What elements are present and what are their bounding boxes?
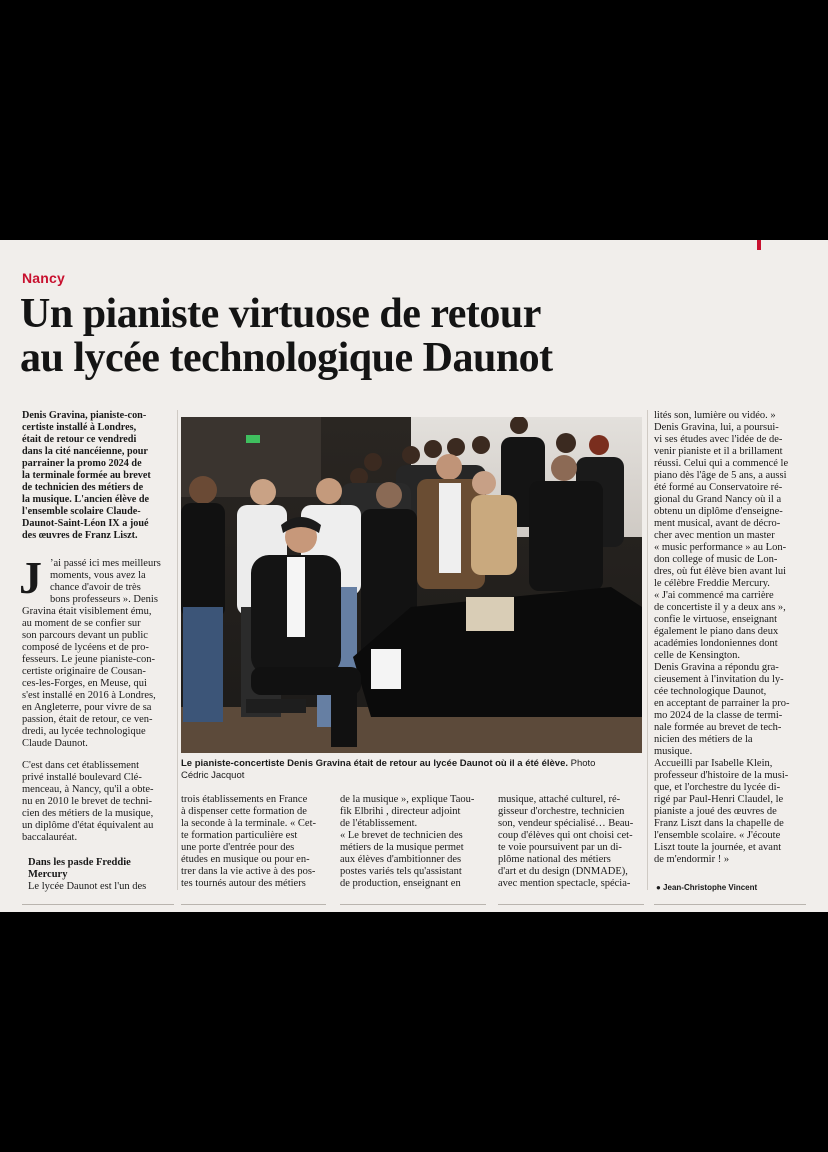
text-line: mo 2024 de la classe de termi- — [654, 710, 783, 721]
text-line: privé installé boulevard Clé- — [22, 772, 142, 783]
text-line: l'ensemble scolaire Claude- — [22, 506, 141, 517]
headline-line: Un pianiste virtuose de retour — [20, 291, 541, 337]
caption-credit-label: Photo — [570, 758, 596, 769]
text-line: gisseur d'orchestre, technicien — [498, 806, 625, 817]
text-line: pianiste a joué des œuvres de — [654, 806, 777, 817]
text-line: Franz Liszt dans la chapelle de — [654, 818, 784, 829]
text-line: postes variés tels qu'assistant — [340, 866, 462, 877]
text-line: nicien des métiers de la — [654, 734, 753, 745]
newspaper-clipping — [0, 240, 828, 912]
text-line: en Angleterre, pour vivre de sa — [22, 702, 152, 713]
page-corner-mark — [757, 240, 761, 250]
text-line: aux élèves d'ambitionner des — [340, 854, 462, 865]
text-line: Dans les pasde Freddie — [28, 857, 131, 868]
text-line: parrainer la promo 2024 de — [22, 458, 142, 469]
text-line: cher avec mention un master — [654, 530, 775, 541]
text-line: métiers de la musique permet — [340, 842, 464, 853]
text-line: musique, attaché culturel, ré- — [498, 794, 621, 805]
byline: ● Jean-Christophe Vincent — [656, 883, 758, 892]
text-line: certiste originaire de Cousan- — [22, 666, 146, 677]
text-line: rigé par Paul-Henri Claudel, le — [654, 794, 784, 805]
text-line: réussi. Celui qui a commencé le — [654, 458, 789, 469]
text-line: Le lycée Daunot est l'un des — [28, 881, 147, 892]
photo-caption — [181, 758, 642, 782]
bottom-rule — [22, 904, 174, 905]
text-line: une porte d'entrée pour des — [181, 842, 295, 853]
text-line: tes tournés autour des métiers — [181, 878, 306, 889]
text-line: plôme national des métiers — [498, 854, 611, 865]
text-line: cée technologique Daunot, — [654, 686, 767, 697]
text-line: musique. — [654, 746, 693, 757]
text-line: trois établissements en France — [181, 794, 308, 805]
text-line: moments, vous avez la — [50, 570, 146, 581]
text-line: nu en 2010 le brevet de techni- — [22, 796, 153, 807]
text-line: également le piano dans deux — [654, 626, 779, 637]
text-line: passion, était de retour, ce ven- — [22, 714, 153, 725]
text-line: C'est dans cet établissement — [22, 760, 140, 771]
text-line: son, vendeur spécialisé… Beau- — [498, 818, 634, 829]
text-line: te voie poursuivent par un di- — [498, 842, 622, 853]
text-line: la seconde à la terminale. « Cet- — [181, 818, 316, 829]
text-line: Liszt toute la journée, et avant — [654, 842, 782, 853]
text-line: de la musique », explique Taou- — [340, 794, 475, 805]
drop-cap: J — [19, 552, 42, 603]
text-line: Denis Gravina a répondu gra- — [654, 662, 779, 673]
text-line: composé de lycéens et de pro- — [22, 642, 149, 653]
text-line: que, et l'orchestre du lycée di- — [654, 782, 781, 793]
text-line: venir pianiste et il a brillament — [654, 446, 783, 457]
text-line: en acceptant de parrainer la pro- — [654, 698, 790, 709]
text-line: s'est installé en 2016 à Londres, — [22, 690, 156, 701]
text-line: ’ai passé ici mes meilleurs — [50, 558, 161, 569]
text-line: Accueilli par Isabelle Klein, — [654, 758, 773, 769]
section-rubric: Nancy — [22, 270, 66, 286]
text-line: Denis Gravina, lui, a poursui- — [654, 422, 779, 433]
piano-keys — [371, 649, 401, 689]
text-line: confie le virtuose, enseignant — [654, 614, 778, 625]
text-line: cien des métiers de la musique, — [22, 808, 154, 819]
body-col1-para2 — [22, 760, 174, 844]
text-line: Denis Gravina, pianiste-con- — [22, 410, 147, 421]
bottom-rule — [181, 904, 326, 905]
text-line: au moment de se confier sur — [22, 618, 141, 629]
text-line: gional du Grand Nancy où il a — [654, 494, 782, 505]
text-line: « J'ai commencé ma carrière — [654, 590, 774, 601]
lead-paragraph — [22, 410, 174, 542]
sheet-music — [466, 597, 514, 631]
text-line: fesseurs. Le jeune pianiste-con- — [22, 654, 155, 665]
text-line: dredi, au lycée technologique — [22, 726, 146, 737]
text-line: piano dès l'âge de 5 ans, a aussi — [654, 470, 787, 481]
text-line: le célèbre Freddie Mercury. — [654, 578, 770, 589]
text-line: Mercury — [28, 869, 68, 880]
text-line: d'art et du design (DNMADE), — [498, 866, 628, 877]
body-col1-intro — [50, 558, 174, 606]
text-line: vi ses études avec l'idée de de- — [654, 434, 783, 445]
text-line: la musique. L'ancien élève de — [22, 494, 150, 505]
text-line: cieusement à l'invitation du ly- — [654, 674, 784, 685]
text-line: obtenu un diplôme d'enseigne- — [654, 506, 783, 517]
bottom-rule — [654, 904, 806, 905]
text-line: des œuvres de Franz Liszt. — [22, 530, 138, 541]
text-line: était de retour ce vendredi — [22, 434, 137, 445]
body-col2 — [181, 794, 326, 890]
text-line: don college of music de Lon- — [654, 554, 778, 565]
text-line: ces-les-Forges, en Meuse, qui — [22, 678, 147, 689]
text-line: ment musical, avant de décro- — [654, 518, 781, 529]
text-line: académies londoniennes dont — [654, 638, 778, 649]
text-line: bons professeurs ». Denis — [50, 594, 158, 605]
text-line: études en musique ou pour en- — [181, 854, 310, 865]
text-line: avec mention spectacle, spécia- — [498, 878, 631, 889]
text-line: été formé au Conservatoire ré- — [654, 482, 783, 493]
text-line: fik Elbrihi , directeur adjoint — [340, 806, 461, 817]
text-line: nale formée au brevet de tech- — [654, 722, 782, 733]
text-line: « Le brevet de technicien des — [340, 830, 463, 841]
body-col5 — [654, 410, 806, 866]
text-line: de technicien des métiers de — [22, 482, 144, 493]
text-line: l'ensemble scolaire. « J'écoute — [654, 830, 781, 841]
text-line: dans la cité nancéienne, pour — [22, 446, 148, 457]
text-line: Daunot-Saint-Léon IX a joué — [22, 518, 149, 529]
headline-line: au lycée technologique Daunot — [20, 335, 553, 381]
body-col1-end — [28, 881, 174, 893]
text-line: menceau, à Nancy, qu'il a obte- — [22, 784, 154, 795]
text-line: Gravina était visiblement ému, — [22, 606, 152, 617]
text-line: baccalauréat. — [22, 832, 78, 843]
text-line: de m'endormir ! » — [654, 854, 730, 865]
body-col4 — [498, 794, 644, 890]
bottom-rule — [498, 904, 644, 905]
exit-sign — [246, 435, 260, 443]
text-line: te formation particulière est — [181, 830, 298, 841]
text-line: Claude Daunot. — [22, 738, 88, 749]
text-line: chance d'avoir de très — [50, 582, 141, 593]
text-line: un diplôme d'état équivalent au — [22, 820, 154, 831]
text-line: celle de Kensington. — [654, 650, 741, 661]
subheading — [28, 857, 178, 881]
text-line: son parcours devant un public — [22, 630, 148, 641]
text-line: de concertiste il y a deux ans », — [654, 602, 786, 613]
headline — [20, 292, 810, 380]
text-line: de production, enseignant en — [340, 878, 461, 889]
text-line: à dispenser cette formation de — [181, 806, 307, 817]
piano-bench — [246, 699, 306, 713]
text-line: « music performance » au Lon- — [654, 542, 787, 553]
body-col1 — [22, 606, 174, 750]
article-photo — [181, 417, 642, 753]
text-line: trer dans la vie active à des pos- — [181, 866, 316, 877]
text-line: professeur d'histoire de la musi- — [654, 770, 789, 781]
caption-credit: Cédric Jacquot — [181, 770, 245, 781]
text-line: la terminale formée au brevet — [22, 470, 151, 481]
text-line: de l'établissement. — [340, 818, 418, 829]
column-divider — [647, 410, 648, 890]
bottom-rule — [340, 904, 486, 905]
text-line: certiste installé à Londres, — [22, 422, 137, 433]
body-col3 — [340, 794, 486, 890]
text-line: lités son, lumière ou vidéo. » — [654, 410, 776, 421]
column-divider — [177, 410, 178, 890]
text-line: dres, où fut élève bien avant lui — [654, 566, 787, 577]
caption-text: Le pianiste-concertiste Denis Gravina était de retour au lycée Daunot où il a été élève. — [181, 758, 568, 769]
text-line: coup d'élèves qui ont choisi cet- — [498, 830, 633, 841]
